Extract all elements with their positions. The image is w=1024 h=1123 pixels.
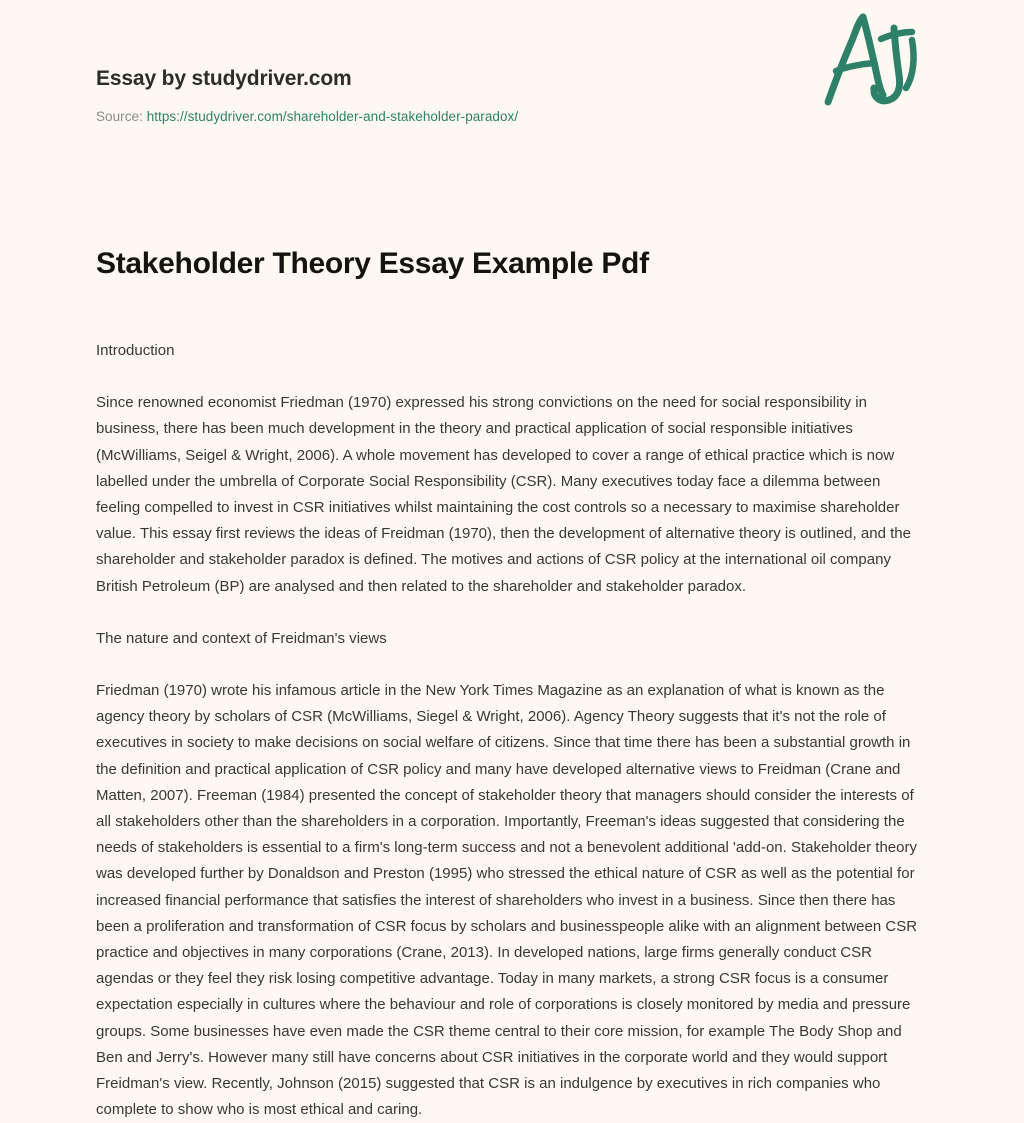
page-header xyxy=(96,0,928,124)
byline: Essay by studydriver.com xyxy=(96,67,352,90)
section-heading-introduction: Introduction xyxy=(96,342,175,359)
source-label: Source: xyxy=(96,109,143,124)
source-url-link[interactable]: https://studydriver.com/shareholder-and-stakeholder-paradox/ xyxy=(146,109,519,124)
source-line xyxy=(96,108,928,126)
paragraph-freidman-views: Friedman (1970) wrote his infamous article in the New York Times Magazine as an explanation of what is known as the agency theory by scholars of CSR (McWilliams, Siegel & Wright, 2006). Agency Theory suggests that it's not the role of executives in society to make decisions on social welfare of citizens. Since that time there has been a substantial growth in the definition and practical application of CSR policy and many have developed alternative views to Freidman (Crane and Matten, 2007). Freeman (1984) presented the concept of stakeholder theory that managers should consider the interests of all stakeholders other than the shareholders in a corporation. Importantly, Freeman's ideas suggested that considering the needs of stakeholders is essential to a firm's long-term success and not a benevolent additional 'add-on. Stakeholder theory was developed further by Donaldson and Preston (1995) who stressed the ethical nature of CSR as well as the potential for increased financial performance that satisfies the interest of shareholders who invest in a business. Since then there has been a proliferation and transformation of CSR focus by scholars and businesspeople alike with an alignment between CSR practice and objectives in many corporations (Crane, 2013). In developed nations, large firms generally conduct CSR agendas or they feel they risk losing competitive advantage. Today in many markets, a strong CSR focus is a consumer expectation especially in cultures where the behaviour and role of corporations is closely monitored by media and pressure groups. Some businesses have even made the CSR theme central to their core mission, for example The Body Shop and Ben and Jerry's. However many still have concerns about CSR initiatives in the corporate world and they would support Freidman's view. Recently, Johnson (2015) suggested that CSR is an indulgence by executives in rich companies who complete to show who is most ethical and caring. xyxy=(96,682,918,1119)
page-title: Stakeholder Theory Essay Example Pdf xyxy=(96,247,649,280)
studydriver-logo[interactable] xyxy=(820,9,924,109)
a-plus-grade-icon xyxy=(820,9,924,109)
paragraph-introduction: Since renowned economist Friedman (1970) expressed his strong convictions on the need for social responsibility in business, there has been much development in the theory and practical application of social responsible initiatives (McWilliams, Seigel & Wright, 2006). A whole movement has developed to cover a range of ethical practice which is now labelled under the umbrella of Corporate Social Responsibility (CSR). Many executives today face a dilemma between feeling compelled to invest in CSR initiatives whilst maintaining the cost controls so a necessary to maximise shareholder value. This essay first reviews the ideas of Freidman (1970), then the development of alternative theory is outlined, and the shareholder and stakeholder paradox is defined. The motives and actions of CSR policy at the international oil company British Petroleum (BP) are analysed and then related to the shareholder and stakeholder paradox. xyxy=(96,394,911,595)
section-heading-freidman-views: The nature and context of Freidman's views xyxy=(96,629,387,647)
essay-body xyxy=(96,283,928,1123)
